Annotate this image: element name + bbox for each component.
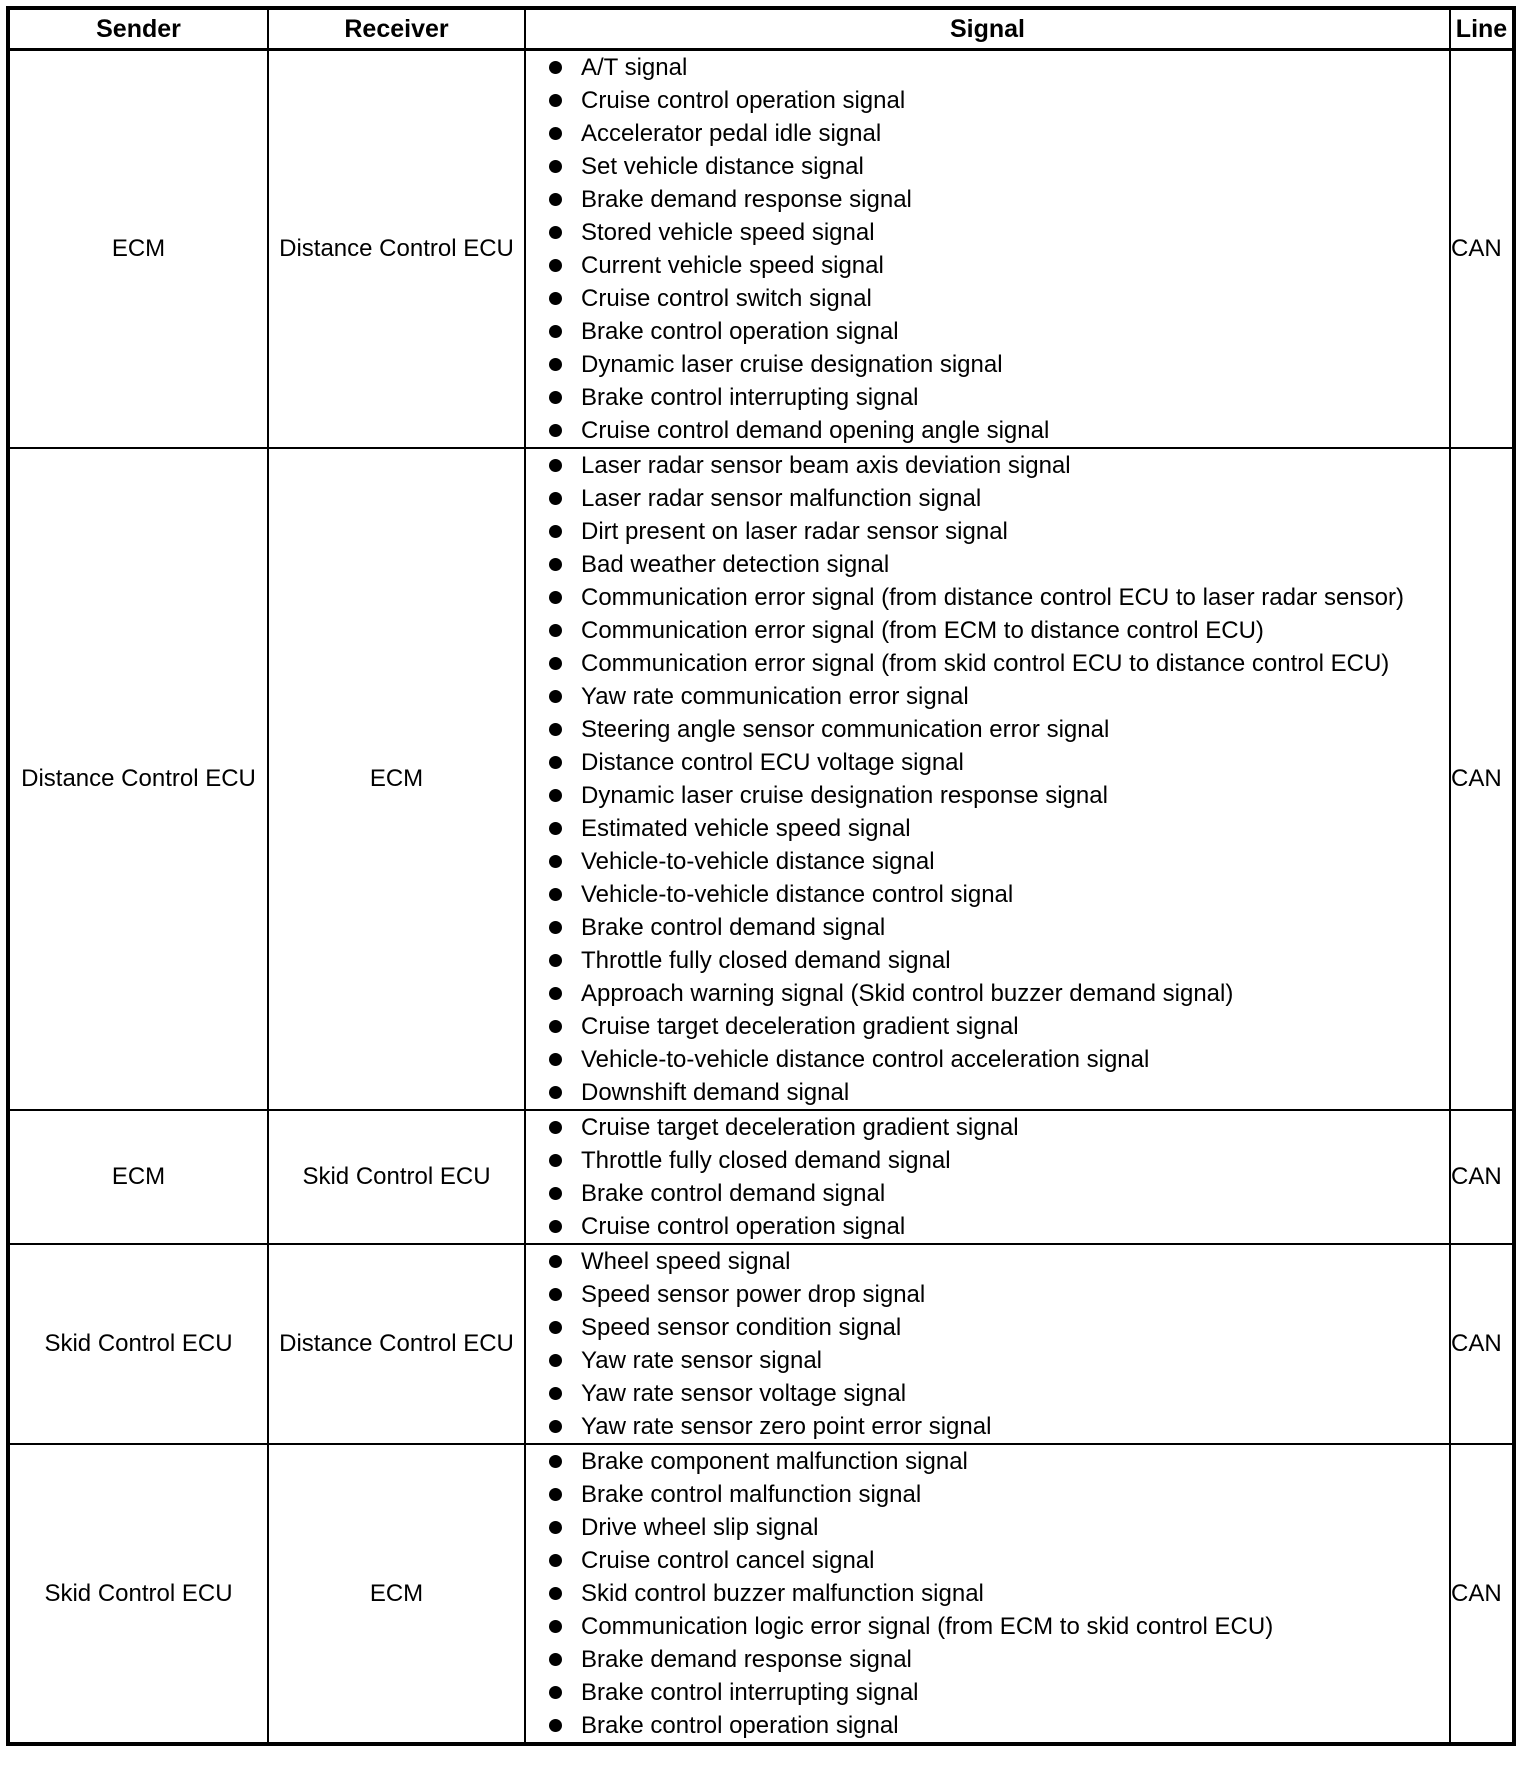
signal-item — [526, 911, 1449, 944]
signal-item — [526, 282, 1449, 315]
signal-item — [526, 1111, 1449, 1144]
line-cell: CAN — [1450, 1444, 1514, 1744]
signal-item — [526, 944, 1449, 977]
signal-item — [526, 1478, 1449, 1511]
bullet-icon — [549, 657, 562, 670]
signal-item — [526, 680, 1449, 713]
signal-item — [526, 1278, 1449, 1311]
signal-text: Drive wheel slip signal — [581, 1514, 819, 1541]
bullet-icon — [549, 1587, 562, 1600]
signal-item — [526, 84, 1449, 117]
signal-text: Yaw rate sensor signal — [581, 1347, 823, 1374]
receiver-cell: ECM — [268, 448, 525, 1110]
signal-item — [526, 1643, 1449, 1676]
signal-item — [526, 1577, 1449, 1610]
table-row — [8, 1110, 1514, 1244]
signal-text: Set vehicle distance signal — [581, 153, 864, 180]
signal-text: Brake control operation signal — [581, 1712, 899, 1739]
signal-text: Cruise target deceleration gradient signal — [581, 1114, 1019, 1141]
bullet-icon — [549, 954, 562, 967]
bullet-icon — [549, 987, 562, 1000]
sender-cell: Skid Control ECU — [8, 1244, 268, 1444]
signal-item — [526, 746, 1449, 779]
signal-text: Communication error signal (from ECM to distance control ECU) — [581, 617, 1264, 644]
signal-text: Dynamic laser cruise designation signal — [581, 351, 1003, 378]
signal-item — [526, 581, 1449, 614]
signal-list — [526, 1445, 1449, 1742]
table-row — [8, 1244, 1514, 1444]
signal-item — [526, 1245, 1449, 1278]
signal-text: Estimated vehicle speed signal — [581, 815, 911, 842]
signal-item — [526, 647, 1449, 680]
bullet-icon — [549, 1187, 562, 1200]
bullet-icon — [549, 822, 562, 835]
bullet-icon — [549, 1288, 562, 1301]
signal-item — [526, 1709, 1449, 1742]
bullet-icon — [549, 1686, 562, 1699]
bullet-icon — [549, 226, 562, 239]
signal-list — [526, 1245, 1449, 1443]
bullet-icon — [549, 1154, 562, 1167]
signal-item — [526, 515, 1449, 548]
signal-item — [526, 51, 1449, 84]
bullet-icon — [549, 61, 562, 74]
bullet-icon — [549, 459, 562, 472]
sender-cell: ECM — [8, 1110, 268, 1244]
signal-cell — [525, 50, 1450, 449]
signal-text: Brake component malfunction signal — [581, 1448, 968, 1475]
bullet-icon — [549, 391, 562, 404]
signal-item — [526, 183, 1449, 216]
bullet-icon — [549, 1220, 562, 1233]
signal-text: Laser radar sensor malfunction signal — [581, 485, 982, 512]
bullet-icon — [549, 723, 562, 736]
header-receiver: Receiver — [268, 8, 525, 50]
signal-item — [526, 713, 1449, 746]
signal-item — [526, 1610, 1449, 1643]
signal-item — [526, 315, 1449, 348]
signal-text: Brake control interrupting signal — [581, 384, 919, 411]
bullet-icon — [549, 789, 562, 802]
signal-text: Vehicle-to-vehicle distance control signal — [581, 881, 1014, 908]
sender-cell: ECM — [8, 50, 268, 449]
bullet-icon — [549, 1053, 562, 1066]
signal-text: A/T signal — [581, 54, 688, 81]
signal-item — [526, 1177, 1449, 1210]
bullet-icon — [549, 1354, 562, 1367]
signal-item — [526, 977, 1449, 1010]
signal-item — [526, 1344, 1449, 1377]
signal-cell — [525, 1444, 1450, 1744]
bullet-icon — [549, 160, 562, 173]
signal-item — [526, 1511, 1449, 1544]
signal-item — [526, 348, 1449, 381]
signal-item — [526, 1676, 1449, 1709]
signal-text: Yaw rate sensor zero point error signal — [581, 1413, 992, 1440]
bullet-icon — [549, 1719, 562, 1732]
signal-item — [526, 1410, 1449, 1443]
signal-list — [526, 1111, 1449, 1243]
table-row — [8, 1444, 1514, 1744]
signal-text: Cruise control demand opening angle signal — [581, 417, 1050, 444]
bullet-icon — [549, 94, 562, 107]
bullet-icon — [549, 1321, 562, 1334]
bullet-icon — [549, 325, 562, 338]
signal-text: Cruise control cancel signal — [581, 1547, 875, 1574]
signal-text: Current vehicle speed signal — [581, 252, 884, 279]
signal-text: Throttle fully closed demand signal — [581, 1147, 951, 1174]
signal-text: Cruise control operation signal — [581, 1213, 906, 1240]
signal-item — [526, 1010, 1449, 1043]
signal-item — [526, 1377, 1449, 1410]
signal-text: Throttle fully closed demand signal — [581, 947, 951, 974]
signal-text: Distance control ECU voltage signal — [581, 749, 964, 776]
signal-text: Approach warning signal (Skid control buzzer demand signal) — [581, 980, 1234, 1007]
signal-item — [526, 845, 1449, 878]
table-row — [8, 50, 1514, 449]
signal-text: Brake control interrupting signal — [581, 1679, 919, 1706]
bullet-icon — [549, 492, 562, 505]
bullet-icon — [549, 259, 562, 272]
signal-item — [526, 779, 1449, 812]
bullet-icon — [549, 1255, 562, 1268]
sender-cell: Distance Control ECU — [8, 448, 268, 1110]
signal-table — [6, 6, 1516, 1746]
header-row — [8, 8, 1514, 50]
line-cell: CAN — [1450, 1244, 1514, 1444]
signal-item — [526, 1210, 1449, 1243]
bullet-icon — [549, 525, 562, 538]
signal-text: Communication error signal (from distance control ECU to laser radar sensor) — [581, 584, 1404, 611]
bullet-icon — [549, 1554, 562, 1567]
signal-item — [526, 1544, 1449, 1577]
signal-text: Vehicle-to-vehicle distance signal — [581, 848, 935, 875]
signal-item — [526, 812, 1449, 845]
signal-item — [526, 1144, 1449, 1177]
signal-text: Speed sensor condition signal — [581, 1314, 902, 1341]
bullet-icon — [549, 127, 562, 140]
signal-text: Communication logic error signal (from ECM to skid control ECU) — [581, 1613, 1274, 1640]
bullet-icon — [549, 756, 562, 769]
signal-text: Dynamic laser cruise designation response signal — [581, 782, 1108, 809]
receiver-cell: ECM — [268, 1444, 525, 1744]
receiver-cell: Skid Control ECU — [268, 1110, 525, 1244]
bullet-icon — [549, 624, 562, 637]
signal-text: Cruise control operation signal — [581, 87, 906, 114]
signal-text: Wheel speed signal — [581, 1248, 791, 1275]
receiver-cell: Distance Control ECU — [268, 50, 525, 449]
table-body — [8, 50, 1514, 1745]
signal-item — [526, 614, 1449, 647]
line-cell: CAN — [1450, 50, 1514, 449]
bullet-icon — [549, 690, 562, 703]
signal-text: Vehicle-to-vehicle distance control acceleration signal — [581, 1046, 1150, 1073]
header-signal: Signal — [525, 8, 1450, 50]
signal-item — [526, 414, 1449, 447]
signal-text: Brake control malfunction signal — [581, 1481, 922, 1508]
signal-text: Brake control operation signal — [581, 318, 899, 345]
receiver-cell: Distance Control ECU — [268, 1244, 525, 1444]
signal-item — [526, 150, 1449, 183]
signal-item — [526, 482, 1449, 515]
signal-text: Downshift demand signal — [581, 1079, 850, 1106]
signal-cell — [525, 1244, 1450, 1444]
signal-text: Stored vehicle speed signal — [581, 219, 875, 246]
signal-item — [526, 1311, 1449, 1344]
signal-text: Brake control demand signal — [581, 1180, 886, 1207]
bullet-icon — [549, 1121, 562, 1134]
signal-text: Communication error signal (from skid control ECU to distance control ECU) — [581, 650, 1390, 677]
bullet-icon — [549, 1020, 562, 1033]
bullet-icon — [549, 591, 562, 604]
signal-item — [526, 216, 1449, 249]
bullet-icon — [549, 1620, 562, 1633]
signal-text: Bad weather detection signal — [581, 551, 890, 578]
bullet-icon — [549, 855, 562, 868]
signal-text: Brake control demand signal — [581, 914, 886, 941]
signal-item — [526, 1445, 1449, 1478]
signal-item — [526, 117, 1449, 150]
signal-item — [526, 878, 1449, 911]
signal-list — [526, 51, 1449, 447]
bullet-icon — [549, 424, 562, 437]
signal-text: Steering angle sensor communication error signal — [581, 716, 1110, 743]
bullet-icon — [549, 921, 562, 934]
header-sender: Sender — [8, 8, 268, 50]
signal-text: Cruise target deceleration gradient signal — [581, 1013, 1019, 1040]
signal-text: Skid control buzzer malfunction signal — [581, 1580, 984, 1607]
table-row — [8, 448, 1514, 1110]
bullet-icon — [549, 358, 562, 371]
bullet-icon — [549, 1521, 562, 1534]
signal-text: Speed sensor power drop signal — [581, 1281, 926, 1308]
signal-item — [526, 1043, 1449, 1076]
signal-text: Laser radar sensor beam axis deviation signal — [581, 452, 1071, 479]
signal-text: Dirt present on laser radar sensor signal — [581, 518, 1008, 545]
signal-cell — [525, 448, 1450, 1110]
signal-text: Yaw rate communication error signal — [581, 683, 969, 710]
bullet-icon — [549, 193, 562, 206]
bullet-icon — [549, 1387, 562, 1400]
bullet-icon — [549, 1488, 562, 1501]
signal-text: Cruise control switch signal — [581, 285, 872, 312]
bullet-icon — [549, 292, 562, 305]
bullet-icon — [549, 1420, 562, 1433]
bullet-icon — [549, 558, 562, 571]
signal-text: Accelerator pedal idle signal — [581, 120, 882, 147]
line-cell: CAN — [1450, 1110, 1514, 1244]
bullet-icon — [549, 1653, 562, 1666]
signal-text: Brake demand response signal — [581, 1646, 912, 1673]
signal-item — [526, 548, 1449, 581]
signal-item — [526, 1076, 1449, 1109]
bullet-icon — [549, 1455, 562, 1468]
signal-text: Yaw rate sensor voltage signal — [581, 1380, 907, 1407]
signal-item — [526, 449, 1449, 482]
signal-cell — [525, 1110, 1450, 1244]
signal-text: Brake demand response signal — [581, 186, 912, 213]
bullet-icon — [549, 1086, 562, 1099]
signal-item — [526, 249, 1449, 282]
signal-item — [526, 381, 1449, 414]
line-cell: CAN — [1450, 448, 1514, 1110]
sender-cell: Skid Control ECU — [8, 1444, 268, 1744]
signal-list — [526, 449, 1449, 1109]
bullet-icon — [549, 888, 562, 901]
header-line: Line — [1450, 8, 1514, 50]
